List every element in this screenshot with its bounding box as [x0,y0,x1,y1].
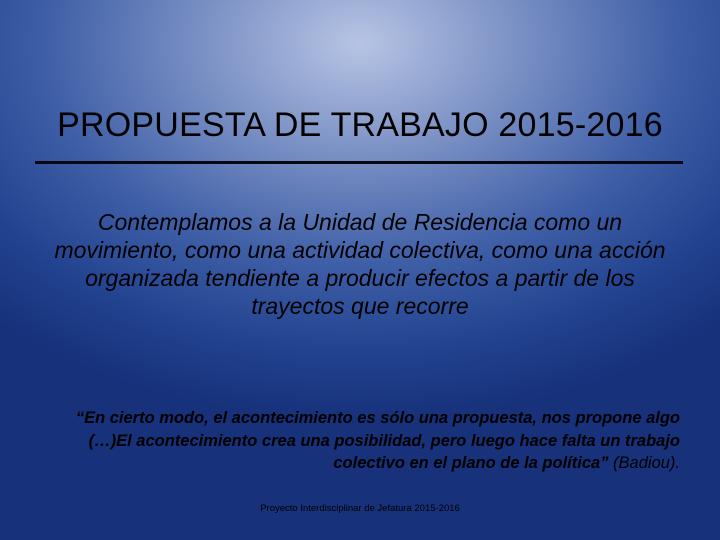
quote-source: (Badiou). [613,454,680,472]
quote-block [38,407,680,475]
title-divider [35,161,683,164]
body-paragraph: Contemplamos a la Unidad de Residencia como un movimiento, como una actividad colectiva, como una acción organizada tendiente a producir efectos a partir de los trayectos que recorre [54,209,666,319]
footer-text: Proyecto Interdisciplinar de Jefatura 2015-2016 [260,503,460,514]
quote-text: “En cierto modo, el acontecimiento es sólo una propuesta, nos propone algo (…)El acontecimiento crea una posibilidad, pero luego hace falta un trabajo colectivo en el plano de la política” [75,409,680,472]
slide-title: PROPUESTA DE TRABAJO 2015-2016 [57,106,663,144]
